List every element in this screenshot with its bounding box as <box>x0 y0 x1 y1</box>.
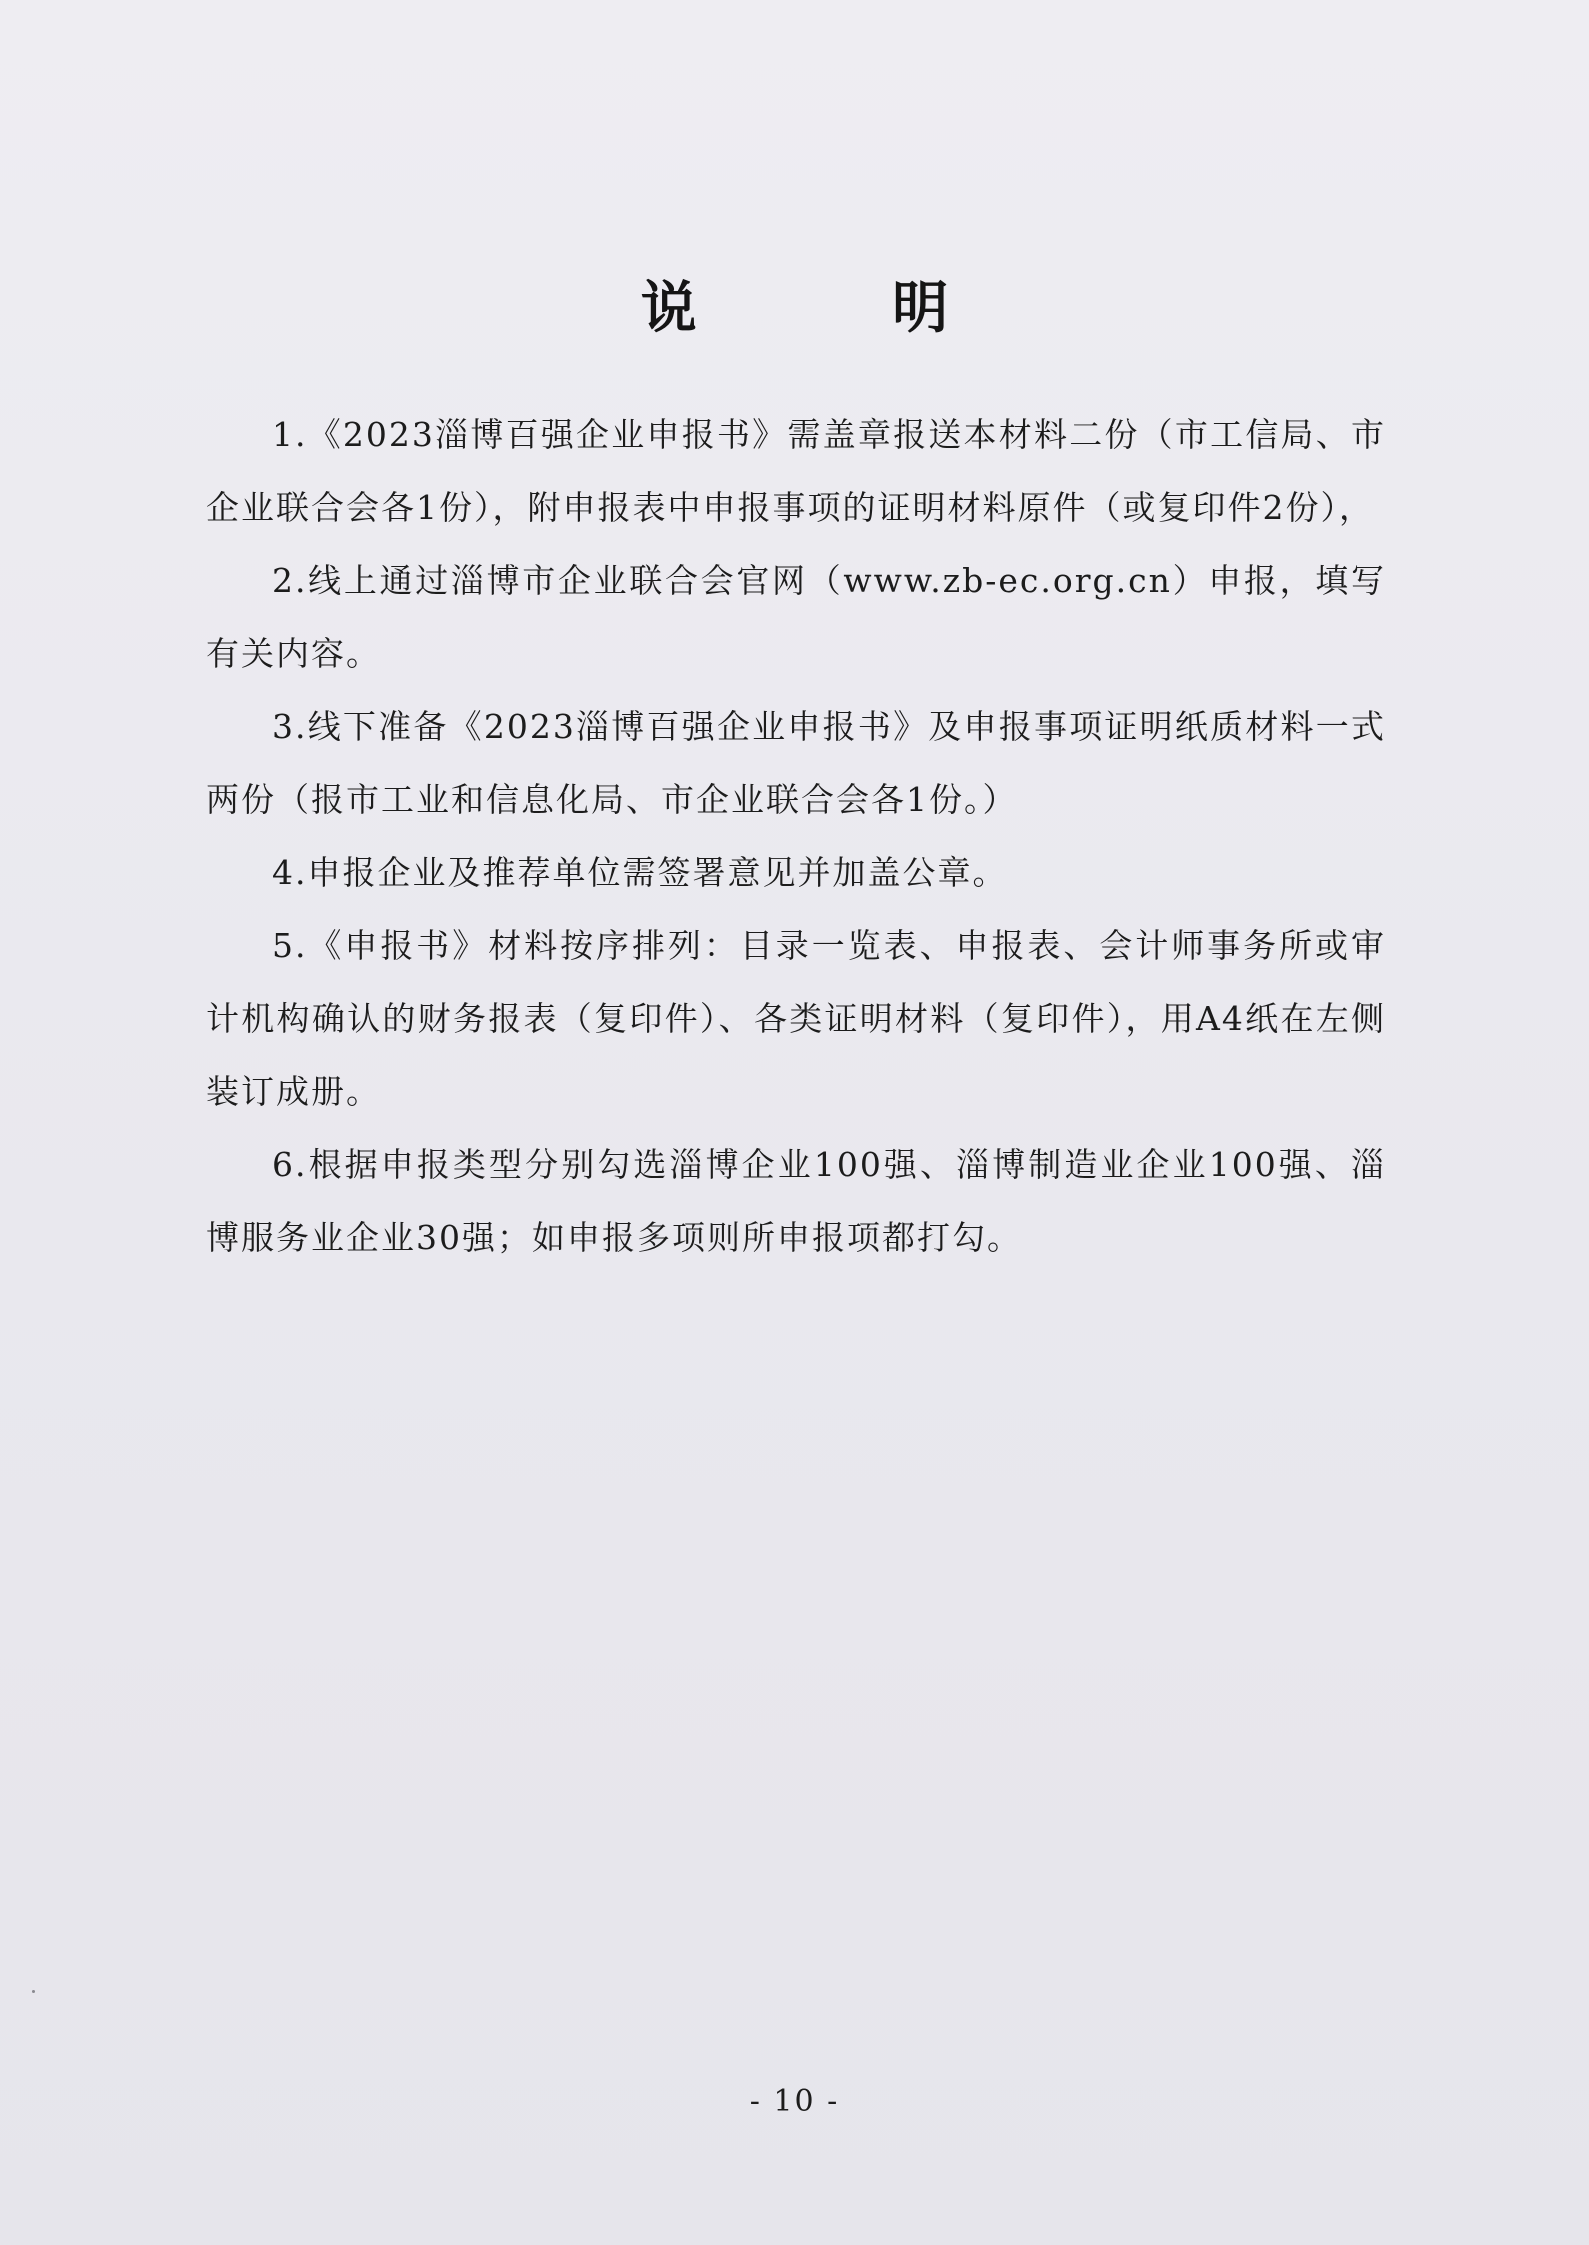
instruction-item-2: 2.线上通过淄博市企业联合会官网（www.zb-ec.org.cn）申报，填写有关内容。 <box>206 561 1386 673</box>
instruction-item-1: 1.《2023淄博百强企业申报书》需盖章报送本材料二份（市工信局、市企业联合会各1份），附申报表中申报事项的证明材料原件（或复印件2份）， <box>206 415 1386 527</box>
instruction-item-5: 5.《申报书》材料按序排列：目录一览表、申报表、会计师事务所或审计机构确认的财务报表（复印件）、各类证明材料（复印件），用A4纸在左侧装订成册。 <box>206 926 1386 1111</box>
scan-speck <box>32 1990 35 1993</box>
page-title: 说 明 <box>640 275 1037 341</box>
instruction-item-3: 3.线下准备《2023淄博百强企业申报书》及申报事项证明纸质材料一式两份（报市工业和信息化局、市企业联合会各1份。） <box>206 707 1386 819</box>
page-number: - 10 - <box>749 2084 840 2119</box>
instruction-item-4: 4.申报企业及推荐单位需签署意见并加盖公章。 <box>272 853 1008 892</box>
instructions-body <box>206 398 1386 1274</box>
instruction-item-6: 6.根据申报类型分别勾选淄博企业100强、淄博制造业企业100强、淄博服务业企业30强；如申报多项则所申报项都打勾。 <box>206 1145 1386 1257</box>
